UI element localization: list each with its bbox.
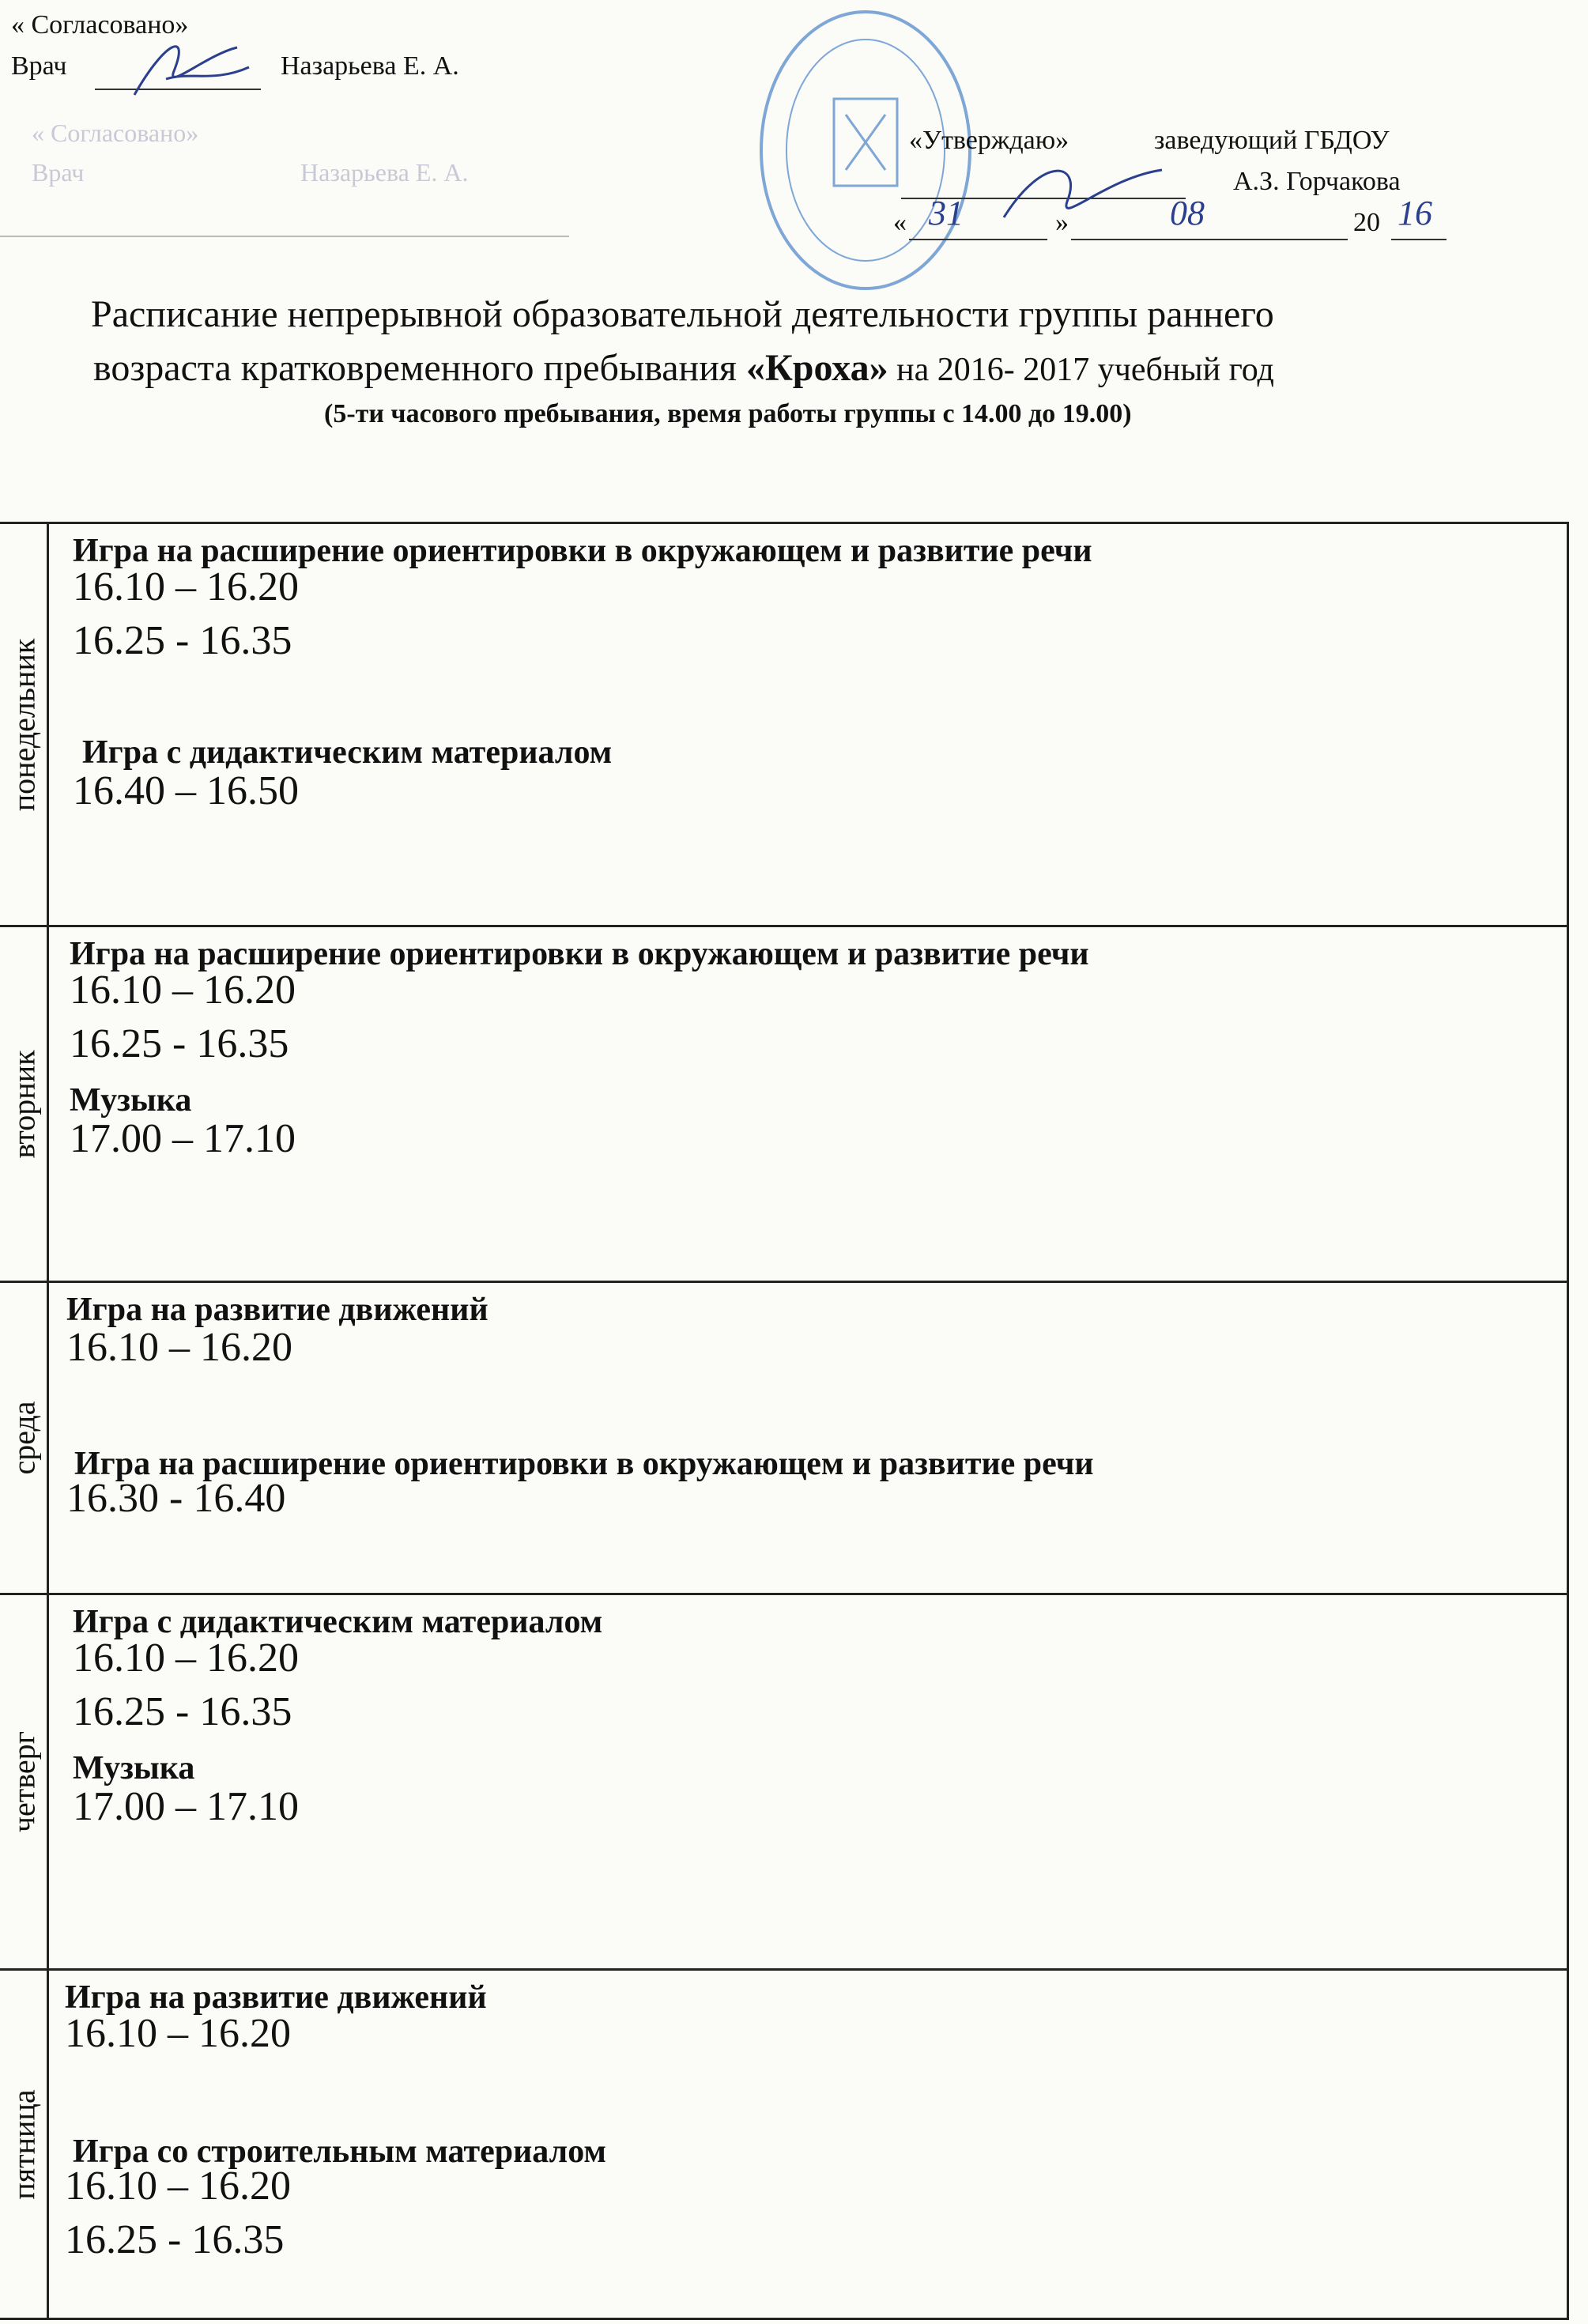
title-line-1: Расписание непрерывной образовательной деятельности группы раннего	[91, 293, 1274, 335]
day-label: вторник	[6, 1049, 41, 1159]
approver-signature-icon	[996, 146, 1170, 241]
activity-name: Игра с дидактическим материалом	[73, 1604, 603, 1640]
schedule-row	[0, 1971, 1567, 2318]
date-day: 31	[929, 194, 964, 232]
faint-divider	[0, 236, 569, 237]
doctor-name: Назарьева Е. А.	[281, 51, 459, 81]
schedule-row	[0, 1283, 1567, 1595]
time-slot: 16.40 – 16.50	[73, 768, 299, 813]
activities-cell	[49, 1595, 1567, 1968]
doctor-label: Врач	[11, 51, 67, 81]
time-slot: 16.10 – 16.20	[66, 1325, 292, 1370]
faint-name: Назарьева Е. А.	[300, 158, 469, 187]
date-month-line	[1071, 239, 1348, 240]
time-slot: 16.25 - 16.35	[73, 1689, 292, 1734]
faint-agreed: « Согласовано»	[32, 119, 199, 147]
date-month: 08	[1170, 194, 1205, 232]
approve-name: А.З. Горчакова	[1233, 167, 1401, 196]
time-slot: 16.25 - 16.35	[70, 1021, 289, 1066]
schedule-row	[0, 524, 1567, 927]
approve-position: заведующий ГБДОУ	[1154, 126, 1390, 155]
group-name: «Кроха»	[745, 347, 888, 389]
day-label: среда	[6, 1401, 41, 1475]
date-year-prefix: 20	[1353, 208, 1380, 237]
day-label: пятница	[6, 2088, 41, 2200]
activity-name: Игра на развитие движений	[66, 1292, 488, 1328]
activities-cell	[49, 1971, 1567, 2318]
schedule-row	[0, 927, 1567, 1283]
time-slot: 16.25 - 16.35	[73, 618, 292, 663]
time-slot: 16.30 - 16.40	[66, 1476, 286, 1521]
doctor-signature-icon	[119, 24, 261, 111]
activities-cell	[49, 524, 1567, 925]
approve-label: «Утверждаю»	[909, 126, 1069, 155]
day-cell	[0, 1971, 49, 2318]
subtitle: (5-ти часового пребывания, время работы группы с 14.00 до 19.00)	[324, 399, 1132, 428]
activities-cell	[49, 927, 1567, 1281]
time-slot: 16.10 – 16.20	[73, 564, 299, 609]
day-cell	[0, 1283, 49, 1593]
time-slot: 16.10 – 16.20	[73, 1635, 299, 1681]
activity-name: Игра на расширение ориентировки в окружающем и развитие речи	[73, 533, 1092, 569]
activity-name: Игра на расширение ориентировки в окружающем и развитие речи	[74, 1446, 1094, 1482]
date-year-suffix: 16	[1398, 194, 1432, 232]
activity-name: Музыка	[73, 1750, 195, 1786]
day-cell	[0, 524, 49, 925]
day-cell	[0, 1595, 49, 1968]
title-line-2-post: на 2016- 2017 учебный год	[888, 352, 1274, 388]
activity-name: Игра на развитие движений	[65, 1979, 487, 2016]
time-slot: 16.10 – 16.20	[70, 968, 296, 1013]
date-open-quote: «	[893, 208, 907, 237]
date-year-line	[1391, 239, 1447, 240]
activity-name: Игра со строительным материалом	[73, 2133, 607, 2170]
schedule-table	[0, 522, 1569, 2320]
title-line-2	[93, 346, 1274, 392]
activity-name: Игра на расширение ориентировки в окружающем и развитие речи	[70, 936, 1089, 972]
time-slot: 16.25 - 16.35	[65, 2217, 285, 2262]
date-day-line	[909, 239, 1047, 240]
day-label: четверг	[6, 1730, 41, 1833]
faint-doctor: Врач	[32, 158, 85, 187]
activity-name: Музыка	[70, 1082, 192, 1119]
date-mid-quote: »	[1055, 208, 1069, 237]
schedule-row	[0, 1595, 1567, 1971]
time-slot: 16.10 – 16.20	[65, 2164, 291, 2209]
time-slot: 17.00 – 17.10	[70, 1116, 296, 1161]
day-label: понедельник	[6, 638, 41, 811]
agreed-label: « Согласовано»	[11, 10, 189, 40]
title-line-2-pre: возраста кратковременного пребывания	[93, 347, 746, 389]
day-cell	[0, 927, 49, 1281]
activity-name: Игра с дидактическим материалом	[82, 734, 613, 771]
time-slot: 17.00 – 17.10	[73, 1784, 299, 1829]
time-slot: 16.10 – 16.20	[65, 2011, 291, 2056]
activities-cell	[49, 1283, 1567, 1593]
